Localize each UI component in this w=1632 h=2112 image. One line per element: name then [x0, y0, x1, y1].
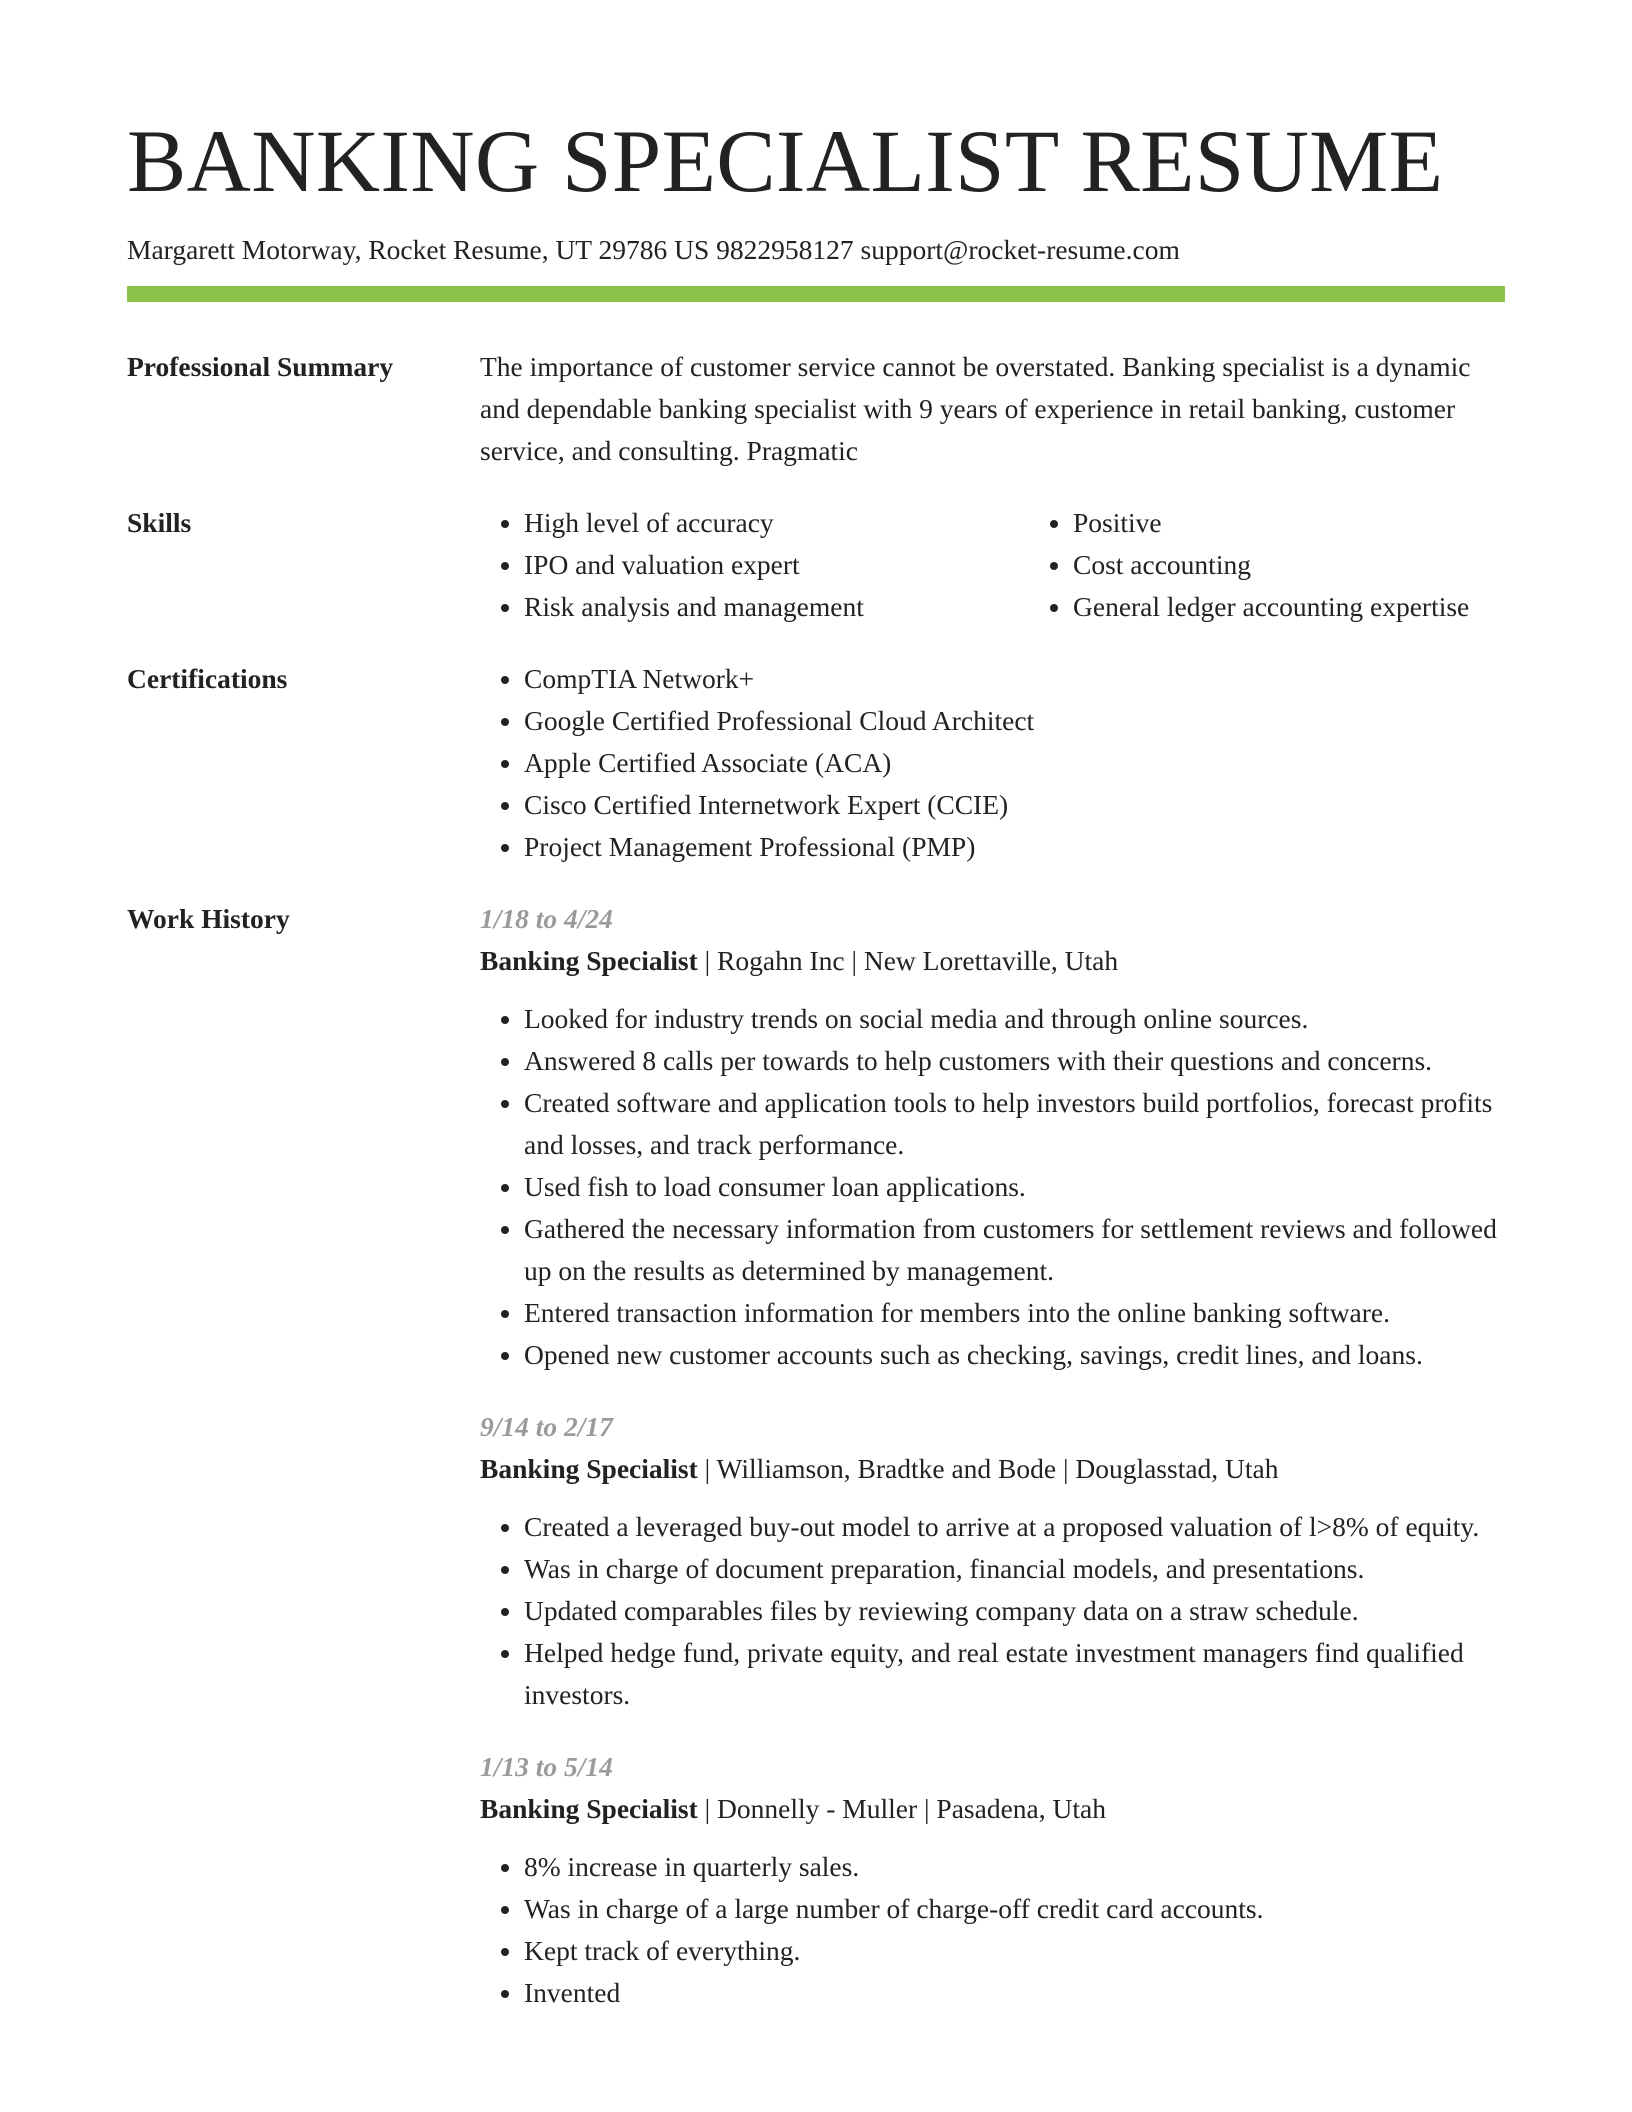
job-bullet: • Gathered the necessary information from customers for settlement reviews and followed up on the results as determined by management.	[524, 1208, 1505, 1292]
job-entry	[480, 1746, 1505, 2014]
summary-content	[480, 346, 1505, 472]
job-bullet: • 8% increase in quarterly sales.	[524, 1846, 1505, 1888]
contact-line: Margarett Motorway, Rocket Resume, UT 29786 US 9822958127 support@rocket-resume.com	[127, 234, 1180, 265]
job-bullet: • Kept track of everything.	[524, 1930, 1505, 1972]
job-bullet: • Answered 8 calls per towards to help customers with their questions and concerns.	[524, 1040, 1505, 1082]
separator: |	[697, 1793, 718, 1824]
summary-text: The importance of customer service cannot be overstated. Banking specialist is a dynamic and dependable banking specialist with 9 years of experience in retail banking, customer service, and consulting. Pragmatic	[480, 351, 1471, 466]
job-company: Rogahn Inc	[717, 945, 845, 976]
separator: |	[697, 945, 718, 976]
skills-list-left	[480, 502, 1029, 628]
job-date: 9/14 to 2/17	[480, 1411, 613, 1442]
skill-item: • Positive	[1073, 502, 1593, 544]
separator: |	[844, 945, 864, 976]
job-title-line	[480, 940, 1505, 982]
job-bullet: • Was in charge of a large number of charge-off credit card accounts.	[524, 1888, 1505, 1930]
job-bullets	[480, 1846, 1505, 2014]
job-date: 1/13 to 5/14	[480, 1751, 613, 1782]
job-location: New Lorettaville, Utah	[863, 945, 1119, 976]
certification-item: • Cisco Certified Internetwork Expert (CCIE)	[524, 784, 1505, 826]
job-bullets	[480, 1506, 1505, 1716]
job-location: Pasadena, Utah	[936, 1793, 1106, 1824]
job-location: Douglasstad, Utah	[1075, 1453, 1279, 1484]
job-bullets	[480, 998, 1505, 1376]
work-history-content	[480, 898, 1505, 2044]
separator: |	[697, 1453, 717, 1484]
job-bullet: • Used fish to load consumer loan applications.	[524, 1166, 1505, 1208]
skill-item: • Cost accounting	[1073, 544, 1593, 586]
job-entry	[480, 898, 1505, 1376]
resume-title: BANKING SPECIALIST RESUME	[127, 113, 1444, 211]
separator: |	[917, 1793, 937, 1824]
job-entry	[480, 1406, 1505, 1716]
job-bullet: • Was in charge of document preparation, financial models, and presentations.	[524, 1548, 1505, 1590]
job-date: 1/18 to 4/24	[480, 903, 613, 934]
certifications-content	[480, 658, 1505, 868]
job-title-line	[480, 1788, 1505, 1830]
job-company: Donnelly - Muller	[717, 1793, 918, 1824]
certifications-list	[480, 658, 1505, 868]
skill-item: • Risk analysis and management	[524, 586, 1029, 628]
certification-item: • CompTIA Network+	[524, 658, 1505, 700]
job-bullet: • Opened new customer accounts such as checking, savings, credit lines, and loans.	[524, 1334, 1505, 1376]
certification-item: • Project Management Professional (PMP)	[524, 826, 1505, 868]
header-divider	[127, 286, 1505, 302]
job-bullet: • Created software and application tools to help investors build portfolios, forecast profits and losses, and track performance.	[524, 1082, 1505, 1166]
job-bullet: • Entered transaction information for members into the online banking software.	[524, 1292, 1505, 1334]
job-role: Banking Specialist	[480, 1453, 698, 1484]
skills-content	[480, 502, 1505, 628]
section-label-summary: Professional Summary	[127, 351, 394, 382]
separator: |	[1056, 1453, 1076, 1484]
job-bullet: • Invented	[524, 1972, 1505, 2014]
job-bullet: • Updated comparables files by reviewing company data on a straw schedule.	[524, 1590, 1505, 1632]
skill-item: • General ledger accounting expertise	[1073, 586, 1593, 628]
skill-item: • High level of accuracy	[524, 502, 1029, 544]
certification-item: • Google Certified Professional Cloud Architect	[524, 700, 1505, 742]
job-bullet: • Helped hedge fund, private equity, and real estate investment managers find qualified investors.	[524, 1632, 1505, 1716]
section-label-certifications: Certifications	[127, 663, 288, 694]
section-label-work-history: Work History	[127, 903, 290, 934]
job-company: Williamson, Bradtke and Bode	[716, 1453, 1057, 1484]
job-bullet: • Created a leveraged buy-out model to arrive at a proposed valuation of l>8% of equity.	[524, 1506, 1505, 1548]
job-role: Banking Specialist	[480, 1793, 698, 1824]
certification-item: • Apple Certified Associate (ACA)	[524, 742, 1505, 784]
section-label-skills: Skills	[127, 507, 192, 538]
job-title-line	[480, 1448, 1505, 1490]
job-role: Banking Specialist	[480, 945, 698, 976]
skill-item: • IPO and valuation expert	[524, 544, 1029, 586]
job-bullet: • Looked for industry trends on social media and through online sources.	[524, 998, 1505, 1040]
skills-list-right	[1029, 502, 1593, 628]
